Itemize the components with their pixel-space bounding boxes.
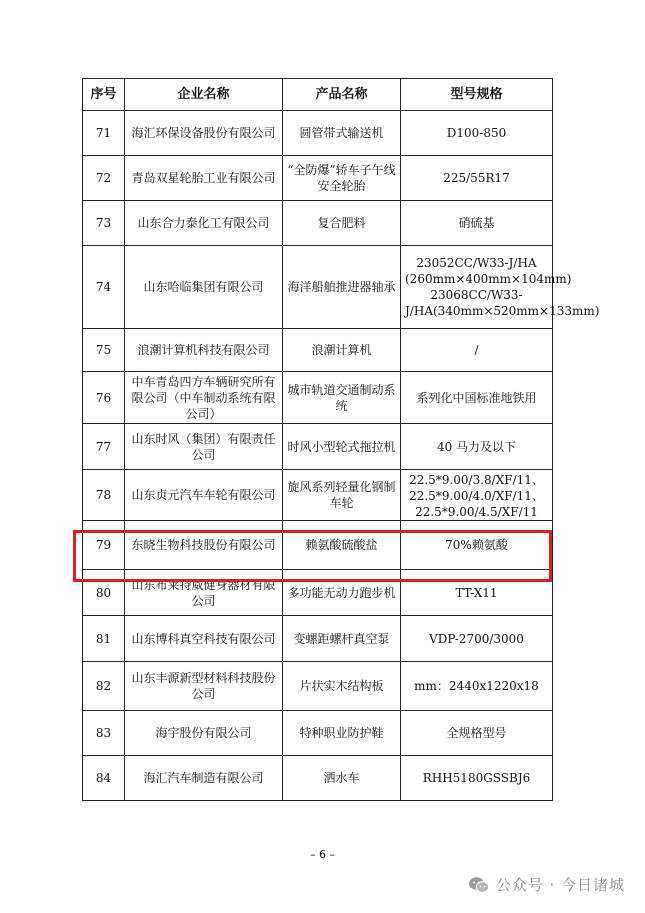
row-number-text: 72 [95,171,112,185]
row-number-text: 78 [95,488,112,502]
company-name [125,424,283,470]
product-name-text: 城市轨道交通制动系统 [287,382,396,413]
product-name-text: 旋风系列轻量化钢制车轮 [287,480,396,510]
company-name-text: 海汇环保设备股份有限公司 [131,126,276,140]
header-company: 企业名称 [125,79,283,111]
company-name-text: 中车青岛四方车辆研究所有限公司（中车制动系统有限公司） [131,374,276,421]
company-name-text: 山东贞元汽车车轮有限公司 [131,488,276,502]
model-spec-text: RHH5180GSSBJ6 [422,771,531,785]
page-number: – 6 – [310,848,335,861]
product-name [283,201,401,246]
model-spec [401,246,600,329]
row-number [83,756,125,801]
model-spec [401,156,553,201]
company-name [125,570,283,616]
model-spec-text: 40 马力及以下 [436,439,517,454]
product-name [283,662,401,711]
product-name-text: 片状实木结构板 [299,679,384,693]
product-name [283,711,401,756]
product-name-text: 赖氨酸硫酸盐 [305,538,378,552]
model-spec [401,372,553,424]
model-spec [401,756,553,801]
product-name-text: “全防爆”轿车子午线安全轮胎 [287,163,396,193]
table-row [83,329,553,372]
model-spec-text: D100-850 [446,126,507,140]
row-number-text: 79 [95,538,112,552]
product-name [283,470,401,521]
company-name [125,156,283,201]
row-number-text: 76 [95,390,112,405]
row-number [83,111,125,156]
model-spec-text: TT-X11 [455,585,498,600]
row-number-text: 77 [95,439,112,454]
product-name-text: 时风小型轮式拖拉机 [287,439,396,454]
header-row [83,79,553,111]
model-spec-text: 硝硫基 [458,216,495,230]
table-row [83,201,553,246]
row-number-text: 83 [95,726,112,740]
product-name [283,111,401,156]
company-name-text: 山东博科真空科技有限公司 [131,631,276,646]
product-name [283,246,401,329]
row-number-text: 75 [95,343,112,357]
model-spec-text: mm：2440x1220x18 [414,679,539,693]
header-product: 产品名称 [283,79,401,111]
table-row [83,111,553,156]
company-name [125,521,283,570]
watermark [468,874,625,895]
table-row [83,246,553,329]
row-number [83,662,125,711]
company-name-text: 东晓生物科技股份有限公司 [131,538,276,552]
product-name [283,616,401,662]
row-number [83,470,125,521]
model-spec [401,111,553,156]
product-name [283,372,401,424]
company-name-text: 山东时风（集团）有限责任公司 [131,431,276,462]
model-spec [401,711,553,756]
model-spec [401,201,553,246]
product-name [283,424,401,470]
header-spec: 型号规格 [401,79,553,111]
row-number [83,201,125,246]
model-spec [401,662,553,711]
model-spec [401,570,553,616]
product-name [283,570,401,616]
table-row [83,470,553,521]
model-spec-text: / [474,343,479,357]
company-name [125,470,283,521]
product-table [82,78,600,801]
row-number [83,424,125,470]
model-spec-text: VDP-2700/3000 [429,631,524,646]
company-name-text: 浪潮计算机科技有限公司 [137,343,270,357]
row-number [83,521,125,570]
company-name [125,756,283,801]
model-spec-text: 23052CC/W33-J/HA (260mm×400mm×104mm) 23068CC/W33-J/HA(340mm×520mm×133mm) [405,256,600,318]
product-name-text: 圆管带式输送机 [299,126,384,140]
model-spec-text: 22.5*9.00/3.8/XF/11、22.5*9.00/4.0/XF/11、22.5*9.00/4.5/XF/11 [409,473,544,518]
row-number [83,616,125,662]
table-row [83,662,553,711]
product-name [283,521,401,570]
company-name-text: 山东丰源新型材料科技股份公司 [131,671,276,701]
company-name-text: 山东合力泰化工有限公司 [137,216,270,230]
product-name-text: 洒水车 [323,771,360,785]
wechat-icon [468,876,490,894]
table-row [83,372,553,424]
header-no: 序号 [83,79,125,111]
table-row [83,521,553,570]
row-number-text: 81 [95,631,112,646]
product-name-text: 多功能无动力跑步机 [287,585,396,600]
company-name [125,329,283,372]
row-number-text: 84 [95,771,112,785]
model-spec-text: 系列化中国标准地铁用 [416,390,537,405]
table-row [83,424,553,470]
company-name [125,372,283,424]
model-spec [401,470,553,521]
row-number-text: 80 [95,585,112,600]
row-number [83,372,125,424]
product-name-text: 特种职业防护鞋 [299,726,384,740]
row-number-text: 82 [95,679,112,693]
company-name-text: 青岛双星轮胎工业有限公司 [131,171,276,185]
row-number [83,570,125,616]
row-number-text: 71 [95,126,112,140]
company-name-text: 海宇股份有限公司 [155,726,252,740]
table-row [83,711,553,756]
row-number [83,156,125,201]
product-name [283,329,401,372]
table-row [83,616,553,662]
model-spec-text: 225/55R17 [443,171,510,185]
company-name [125,111,283,156]
product-name-text: 浪潮计算机 [311,343,372,357]
product-name-text: 海洋船舶推进器轴承 [287,280,396,294]
row-number [83,329,125,372]
product-name-text: 变螺距螺杆真空泵 [293,631,390,646]
company-name [125,246,283,329]
model-spec-text: 70%赖氨酸 [445,538,508,552]
product-name-text: 复合肥料 [317,216,366,230]
row-number-text: 73 [95,216,112,230]
product-name [283,756,401,801]
row-number [83,246,125,329]
model-spec [401,424,553,470]
company-name [125,616,283,662]
model-spec [401,329,553,372]
company-name [125,662,283,711]
row-number-text: 74 [95,280,112,294]
company-name [125,711,283,756]
model-spec-text: 全规格型号 [446,726,507,740]
table-row [83,570,553,616]
model-spec [401,521,553,570]
company-name-text: 山东布莱特威健身器材有限公司 [131,577,276,608]
company-name-text: 海汇汽车制造有限公司 [143,771,264,785]
watermark-text: 公众号 · 今日诸城 [495,876,625,894]
row-number [83,711,125,756]
table-row [83,156,553,201]
table-row [83,756,553,801]
model-spec [401,616,553,662]
company-name-text: 山东哈临集团有限公司 [143,280,264,294]
company-name [125,201,283,246]
product-name [283,156,401,201]
